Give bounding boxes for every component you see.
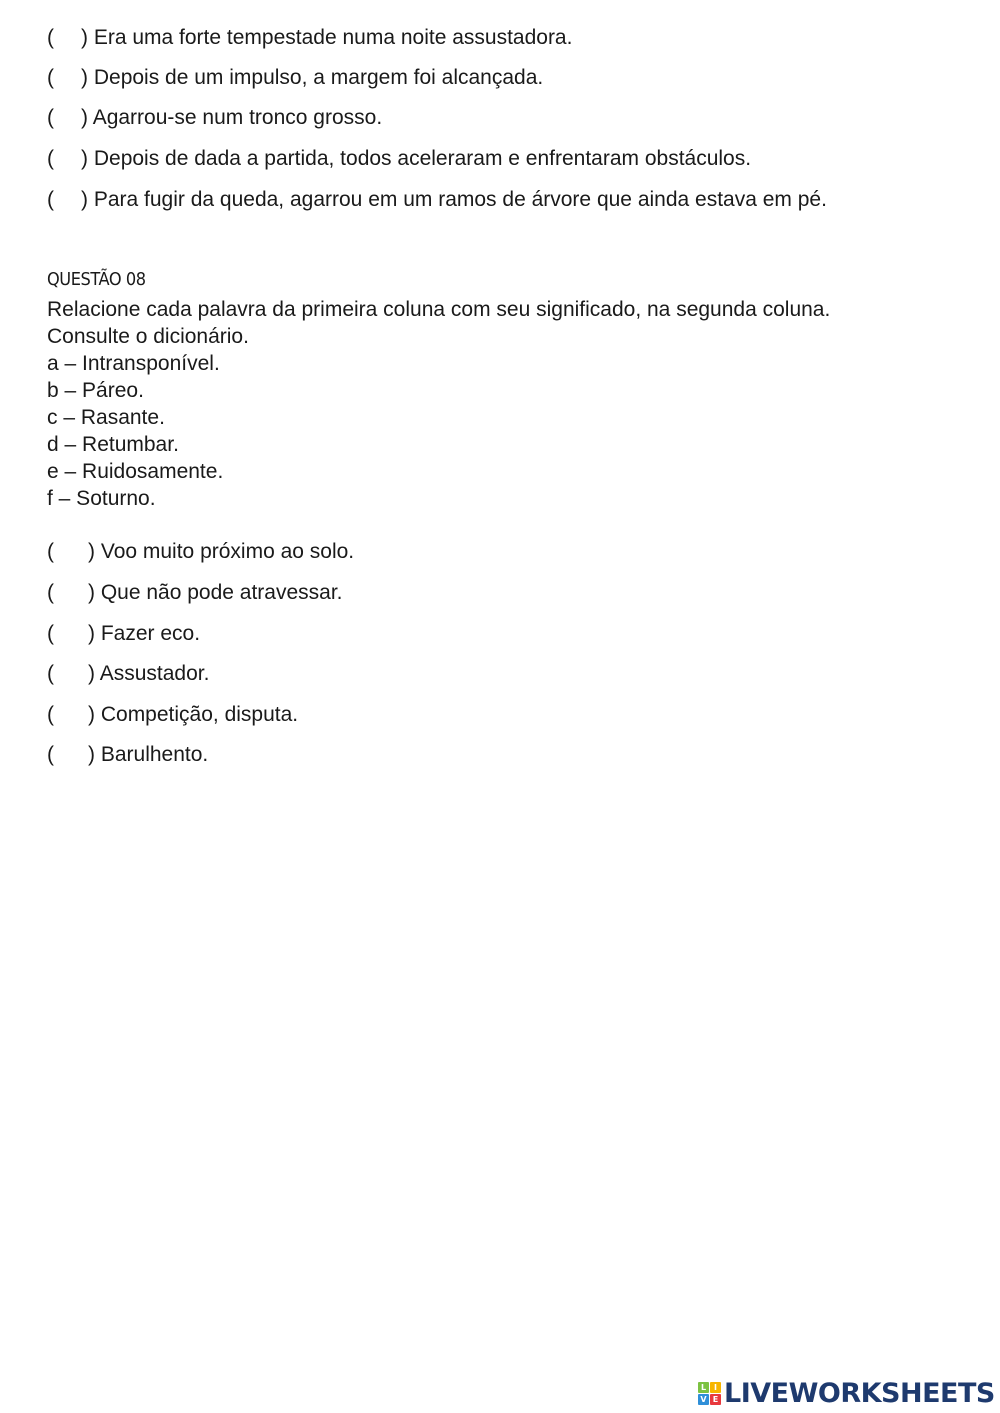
meaning-text: Voo muito próximo ao solo. (100, 540, 355, 563)
statement-text: Para fugir da queda, agarrou em um ramos de árvore que ainda estava em pé. (93, 188, 827, 211)
answer-blank[interactable]: ( (47, 66, 54, 89)
statement-text: Agarrou-se num tronco grosso. (92, 106, 383, 129)
meaning-item: ( ) Barulhento. (47, 743, 209, 766)
statement-item: ( ) Depois de dada a partida, todos aceleraram e enfrentaram obstáculos. (47, 147, 752, 170)
meaning-text: Fazer eco. (100, 622, 201, 645)
answer-blank[interactable]: ( (47, 743, 54, 766)
meaning-text: Competição, disputa. (100, 703, 299, 726)
word-item: c – Rasante. (47, 406, 165, 429)
word-item: e – Ruidosamente. (47, 460, 224, 483)
logo-icon: L I V E (698, 1382, 721, 1405)
logo-text: LIVEWORKSHEETS (724, 1378, 995, 1409)
answer-blank[interactable]: ( (47, 622, 54, 645)
meaning-item: ( ) Assustador. (47, 662, 210, 685)
word-item: f – Soturno. (47, 487, 156, 510)
meaning-item: ( ) Voo muito próximo ao solo. (47, 540, 355, 563)
meaning-text: Que não pode atravessar. (100, 581, 343, 604)
statement-text: Depois de um impulso, a margem foi alcançada. (93, 66, 544, 89)
answer-blank[interactable]: ( (47, 26, 54, 49)
question-instruction: Relacione cada palavra da primeira coluna com seu significado, na segunda coluna. (47, 298, 831, 321)
question-instruction-2: Consulte o dicionário. (47, 325, 249, 348)
statement-text: Depois de dada a partida, todos aceleraram e enfrentaram obstáculos. (93, 147, 752, 170)
meaning-text: Barulhento. (100, 743, 209, 766)
statement-item: ( ) Agarrou-se num tronco grosso. (47, 106, 383, 129)
meaning-item: ( ) Que não pode atravessar. (47, 581, 343, 604)
word-item: b – Páreo. (47, 379, 144, 402)
answer-blank[interactable]: ( (47, 581, 54, 604)
answer-blank[interactable]: ( (47, 147, 54, 170)
answer-blank[interactable]: ( (47, 703, 54, 726)
word-item: d – Retumbar. (47, 433, 179, 456)
statement-text: Era uma forte tempestade numa noite assustadora. (93, 26, 573, 49)
statement-item: ( ) Depois de um impulso, a margem foi alcançada. (47, 66, 544, 89)
answer-blank[interactable]: ( (47, 540, 54, 563)
meaning-item: ( ) Competição, disputa. (47, 703, 299, 726)
statement-item: ( ) Para fugir da queda, agarrou em um ramos de árvore que ainda estava em pé. (47, 188, 827, 211)
word-item: a – Intransponível. (47, 352, 220, 375)
liveworksheets-logo (698, 1378, 995, 1409)
question-heading: QUESTÃO 08 (47, 269, 146, 290)
answer-blank[interactable]: ( (47, 106, 54, 129)
meaning-item: ( ) Fazer eco. (47, 622, 201, 645)
answer-blank[interactable]: ( (47, 662, 54, 685)
answer-blank[interactable]: ( (47, 188, 54, 211)
meaning-text: Assustador. (99, 662, 210, 685)
statement-item: ( ) Era uma forte tempestade numa noite assustadora. (47, 26, 573, 49)
